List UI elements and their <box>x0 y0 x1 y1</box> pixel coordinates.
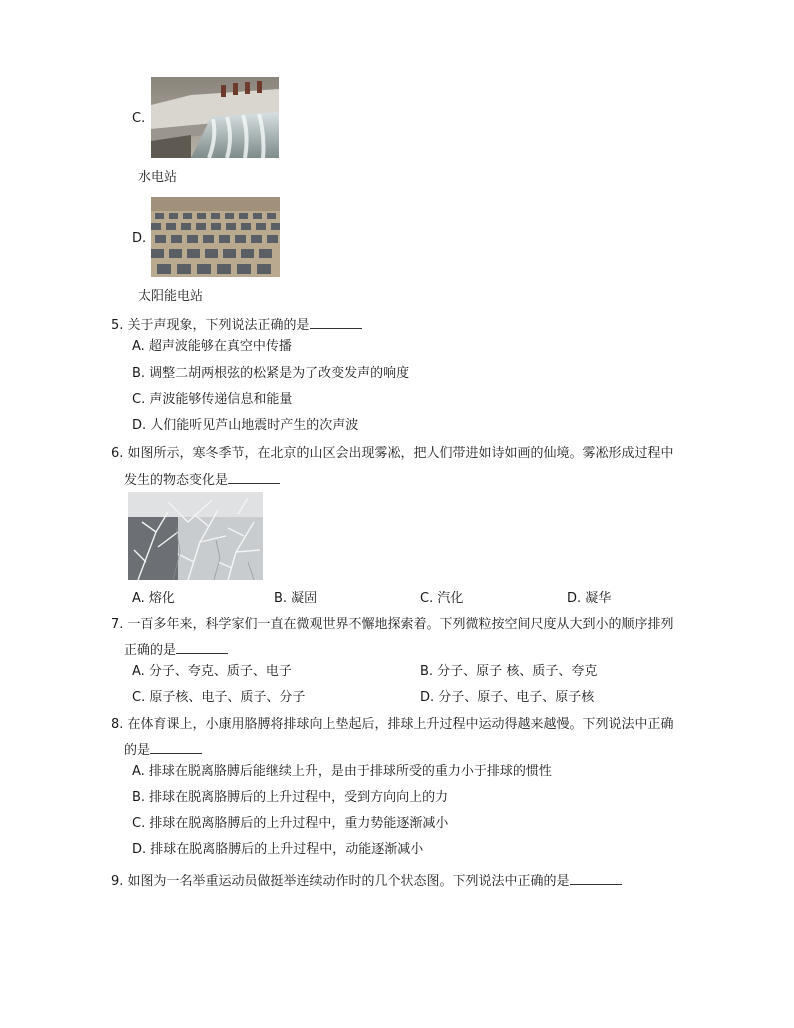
q5-answer-blank <box>310 316 362 329</box>
q6-option-c: C. 汽化 <box>420 591 464 606</box>
q8-option-b: B. 排球在脱离胳膊后的上升过程中，受到方向向上的力 <box>132 790 449 805</box>
q4-option-c-caption: 水电站 <box>138 170 178 185</box>
q8-option-a: A. 排球在脱离胳膊后能继续上升，是由于排球所受的重力小于排球的惯性 <box>132 764 552 779</box>
q7-stem-line2 <box>124 641 228 659</box>
q8-stem-line2 <box>124 741 202 759</box>
q8-stem-line1: 8. 在体育课上，小康用胳膊将排球向上垫起后，排球上升过程中运动得越来越慢。下列说法中正确 <box>111 717 674 732</box>
q5-stem-text: 5. 关于声现象，下列说法正确的是 <box>111 318 310 333</box>
q4-option-d-caption: 太阳能电站 <box>138 289 204 304</box>
q6-answer-blank <box>228 471 280 484</box>
q7-option-d: D. 分子、原子、电子、原子核 <box>420 690 595 705</box>
q8-option-d: D. 排球在脱离胳膊后的上升过程中，动能逐渐减小 <box>132 842 424 857</box>
q6-stem-line1: 6. 如图所示，寒冬季节，在北京的山区会出现雾凇，把人们带进如诗如画的仙境。雾凇形成过程中 <box>111 446 674 461</box>
q7-stem-line2-text: 正确的是 <box>124 643 177 658</box>
q7-option-c: C. 原子核、电子、质子、分子 <box>132 690 306 705</box>
q8-stem-line2-text: 的是 <box>124 743 151 758</box>
q9-stem-text: 9. 如图为一名举重运动员做挺举连续动作时的几个状态图。下列说法中正确的是 <box>111 874 570 889</box>
q6-option-b: B. 凝固 <box>274 591 318 606</box>
q8-option-c: C. 排球在脱离胳膊后的上升过程中，重力势能逐渐减小 <box>132 816 449 831</box>
q5-option-c: C. 声波能够传递信息和能量 <box>132 392 293 407</box>
q4-option-c-label: C. <box>132 111 146 126</box>
rime-frost-image <box>128 492 263 580</box>
q5-stem <box>111 316 362 334</box>
q7-option-a: A. 分子、夸克、质子、电子 <box>132 664 292 679</box>
q9-answer-blank <box>570 872 622 885</box>
q4-option-d-label: D. <box>132 231 147 246</box>
q6-option-a: A. 熔化 <box>132 591 175 606</box>
q6-option-d: D. 凝华 <box>567 591 612 606</box>
q6-stem-line2-text: 发生的物态变化是 <box>124 473 229 488</box>
hydropower-station-image <box>151 77 279 158</box>
q9-stem <box>111 872 622 890</box>
solar-power-station-image <box>151 197 280 277</box>
q7-option-b: B. 分子、原子 核、质子、夸克 <box>420 664 598 679</box>
q5-option-b: B. 调整二胡两根弦的松紧是为了改变发声的响度 <box>132 366 410 381</box>
q6-stem-line2 <box>124 471 280 489</box>
q5-option-d: D. 人们能听见芦山地震时产生的次声波 <box>132 418 359 433</box>
q7-answer-blank <box>176 641 228 654</box>
q5-option-a: A. 超声波能够在真空中传播 <box>132 339 292 354</box>
q8-answer-blank <box>150 741 202 754</box>
q7-stem-line1: 7. 一百多年来，科学家们一直在微观世界不懈地探索着。下列微粒按空间尺度从大到小的顺序排列 <box>111 617 674 632</box>
